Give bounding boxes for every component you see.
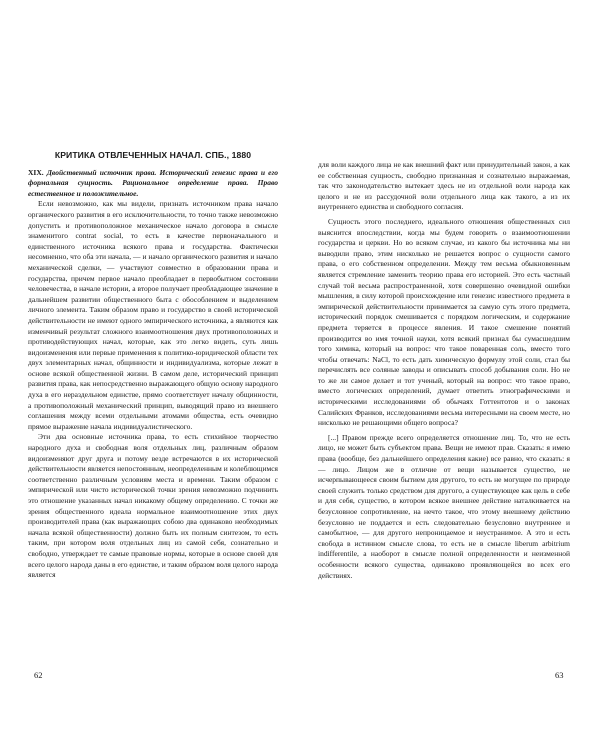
page-number-left: 62 bbox=[34, 670, 43, 680]
left-page-column bbox=[28, 150, 278, 581]
page-number-right: 63 bbox=[555, 670, 564, 680]
chapter-heading: КРИТИКА ОТВЛЕЧЕННЫХ НАЧАЛ. СПБ., 1880 bbox=[54, 150, 252, 160]
section-heading bbox=[28, 168, 278, 200]
paragraph: для воли каждого лица не как внешний факт или принудительный закон, а как ее собственная сущность, свободно признанная и сознательно выражаемая, так что законодательство вытекает здесь не из отдельной воли народа как целого и не из рассудочной воли отдельного лица как такого, а из их внутреннего единства и свободного согласия. bbox=[318, 160, 570, 212]
paragraph: [...] Правом прежде всего определяется отношение лиц. То, что не есть лицо, не может быть субъектом права. Вещи не имеют прав. Сказать: я имею права (вообще, без дальнейшего определения какие) все равно, что сказать: я — лицо. Лицом же в отличие от вещи называется существо, не исчерпывающееся своим бытием для другого, то есть не могущее по природе своей служить только средством для другого, а существующее как цель в себе и для себя, существо, в котором всякое внешнее действие наталкивается на безусловное сопротивление, на нечто такое, что этому внешнему действию безусловно не поддается и есть следовательно безусловно внутреннее и самобытное, — для другого непроницаемое и неустранимое. А это и есть свобода в истинном смысле слова, то есть не в смысле liberum arbitrium indifferentile, а наоборот в смысле полной определенности и неизменной особенности всякого существа, одинаково проявляющейся во всех его действиях. bbox=[318, 432, 570, 580]
paragraph: Эти два основные источника права, то есть стихийное творчество народного духа и свободная воля отдельных лиц, различным образом видоизменяют друг друга и потому везде встречаются в их исторической действительности является непостоянным, неопределенным и колеблющимся соответственно различным условиям места и времени. Таким образом с эмпирической или чисто исторической точки зрения невозможно подчинить это отношение указанных начал никакому общему определению. С точки же зрения общественного идеала нормальное взаимоотношение этих двух производителей права (как выражающих собою два одинаково необходимых начала всякой общественности) должно быть их полным синтезом, то есть таким, при котором воля отдельных лиц из самой себя, сознательно и свободно, утверждает те самые правовые нормы, которые в основе своей для всего целого народа даны в его единстве, и таким образом воля целого народа является bbox=[28, 432, 278, 580]
section-title: Двойственный источник права. Исторический генезис права и его формальная сущность. Рациональное определение права. Право естественное и положительное. bbox=[28, 167, 279, 198]
paragraph: Если невозможно, как мы видели, признать источником права начало органического развития в его исключительности, то точно также невозможно допустить и противоположное механическое начало договора в смысле знаменитого contrat social, то есть в качестве первоначального и единственного источника всякого права и государства. Фактически несомненно, что оба эти начала, — и начало органического развития и начало механической сделки, — участвуют совместно в образовании права и государства, причем первое начало преобладает в первобытном состоянии человечества, в начале истории, а второе получает преобладающее значение в дальнейшем развитии общественного быта с обособлением и выделением личного элемента. Таким образом право и государство в своей исторической действительности не имеют одного эмпирического источника, а являются как изменчивый результат сложного взаимоотношения двух противоположных и противодействующих начал, которые, как это легко видеть, суть лишь видоизменения или первые применения к политико-юридической области тех двух элементарных начал, общинности и индивидуализма, которые лежат в основе всякой общественной жизни. В самом деле, исторический принцип развития права, как непосредственно выражающего общую основу народного духа в его нераздельном единстве, прямо соответствует началу общинности, а противоположный механический принцип, выводящий право из внешнего соглашения между всеми отдельными атомами общества, есть очевидно прямое выражение начала индивидуалистического. bbox=[28, 199, 278, 431]
section-label: XIX. bbox=[28, 167, 44, 177]
paragraph: Сущность этого последнего, идеального отношения общественных сил выяснится впоследствии, когда мы будем говорить о взаимоотношении государства и церкви. Но во всяком случае, из какого бы источника мы ни выводили право, этим нисколько не решается вопрос о сущности самого права, о его собственном определении. Между тем весьма обыкновенным является стремление заменить теорию права его историей. Это есть частный случай той весьма распространенной, хотя совершенно очевидной ошибки мышления, в силу которой происхождение или генезис известного предмета в эмпирической действительности принимается за самую суть этого предмета, исторический порядок смешивается с порядком логическим, и содержание предмета теряется в процессе явления. И такое смешение понятий производится во имя точной науки, хотя всякий признал бы сумасшедшим того химика, который на вопрос: что такое поваренная соль, вместо того чтобы отвечать: NaCl, то есть дать химическую формулу этой соли, стал бы перечислять все соляные заводы и описывать способ добывания соли. Но не то же ли самое делает и тот ученый, который на вопрос: что такое право, вместо логических определений, думает ответить этнографическими и историческими исследованиями об обычаях Готтентотов и о законах Салийских Франков, исследованиями весьма интересными на своем месте, но нисколько не решающими общего вопроса? bbox=[318, 216, 570, 428]
right-page-column bbox=[318, 160, 570, 581]
